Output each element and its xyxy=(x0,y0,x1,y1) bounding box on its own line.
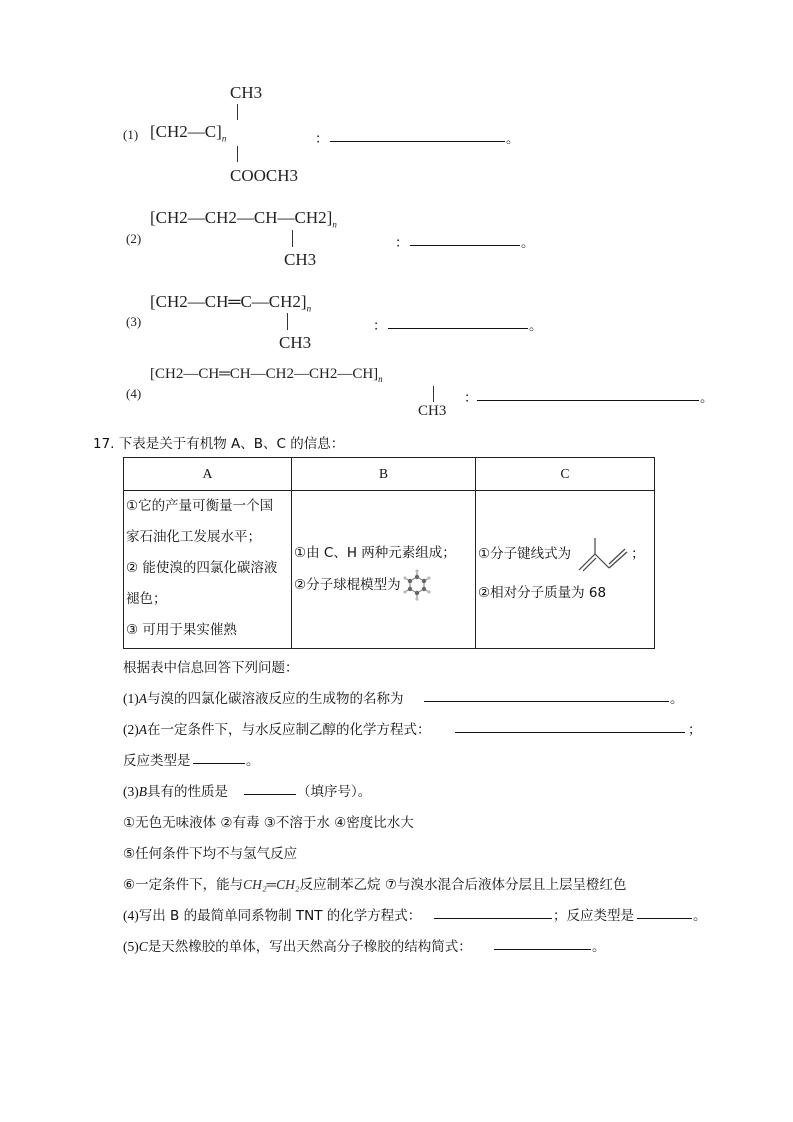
p4-bond xyxy=(433,386,434,402)
c-line-2: ②相对分子质量为 68 xyxy=(478,585,607,601)
p1-bond-top xyxy=(237,104,238,120)
table-cell-a xyxy=(124,491,292,649)
p1-answer-blank[interactable] xyxy=(330,141,505,142)
a-line-3: ② 能使溴的四氯化碳溶液 xyxy=(126,560,278,576)
b-line-1: ①由 C、H 两种元素组成； xyxy=(294,545,456,561)
table-cell-c xyxy=(476,491,655,649)
p2-end: 。 xyxy=(521,235,535,251)
table-cell-b xyxy=(292,491,476,649)
p1-colon: ： xyxy=(315,131,329,147)
p2-formula-group: $[CH2—CH2—CH—CH2]_n$ xyxy=(150,208,337,230)
p1-formula-group: $[CH2—C]_n$ xyxy=(150,122,227,144)
p2-answer-blank[interactable] xyxy=(410,245,520,246)
ethylene-formula: CH₂═CH₂ xyxy=(243,877,300,892)
p1-formula: CH2—C xyxy=(155,122,217,141)
sub1-end: 。 xyxy=(670,691,684,707)
p1-bottom-sub: COOCH3 xyxy=(230,166,299,185)
p4-end: 。 xyxy=(700,390,714,406)
p3-bottom-sub: CH3 xyxy=(279,333,312,352)
sub1-answer-blank[interactable] xyxy=(424,701,669,702)
table-header-b: B xyxy=(292,458,476,491)
p4-answer-blank[interactable] xyxy=(477,400,699,401)
a-line-2: 家石油化工发展水平； xyxy=(126,529,261,545)
sub3-answer-blank[interactable] xyxy=(244,794,296,795)
p4-bottom-sub: CH3 xyxy=(418,403,447,419)
p1-bond-bottom xyxy=(237,146,238,162)
p4-number: (4) xyxy=(126,386,142,401)
p1-end: 。 xyxy=(506,131,520,147)
sub4-equation-blank[interactable] xyxy=(434,918,552,919)
sub4-line: (4)写出 B 的最简单同系物制 TNT 的化学方程式： xyxy=(123,908,422,924)
b-line-2 xyxy=(292,569,475,601)
options-line-3: ⑥一定条件下，能与CH₂═CH₂反应制苯乙烷 ⑦与溴水混合后液体分层且上层呈橙红色 xyxy=(123,877,627,893)
a-line-1: ①它的产量可衡量一个国 xyxy=(126,498,274,514)
c-line-1-end: ； xyxy=(631,545,645,562)
a-line-5: ③ 可用于果实催熟 xyxy=(126,622,237,638)
p2-formula: CH2—CH2—CH—CH2 xyxy=(155,208,327,227)
sub5-end: 。 xyxy=(592,939,606,955)
p2-colon: ： xyxy=(395,235,409,251)
p3-end: 。 xyxy=(529,318,543,334)
sub4-mid: ；反应类型是 xyxy=(553,908,634,924)
p4-formula-group: $[CH2—CH═CH—CH2—CH2—CH]_n$ xyxy=(150,366,383,384)
sub4-type-blank[interactable] xyxy=(637,918,692,919)
p4-colon: ： xyxy=(464,390,478,406)
options-line-1: ①无色无味液体 ②有毒 ③不溶于水 ④密度比水大 xyxy=(123,815,414,831)
sub2-line2-end: 。 xyxy=(246,753,260,769)
sub5-line: (5)C是天然橡胶的单体，写出天然高分子橡胶的结构简式： xyxy=(123,939,472,955)
sub1-line: (1)A与溴的四氯化碳溶液反应的生成物的名称为 xyxy=(123,691,404,707)
a-line-4: 褪色； xyxy=(126,591,167,607)
sub2-line: (2)A在一定条件下，与水反应制乙醇的化学方程式： xyxy=(123,722,431,738)
p2-bond xyxy=(292,230,293,247)
p2-number: (2) xyxy=(126,231,142,246)
p3-number: (3) xyxy=(126,314,142,329)
isoprene-skeletal-icon xyxy=(575,534,631,574)
p3-bond xyxy=(287,313,288,330)
p3-formula-group: $[CH2—CH═C—CH2]_n$ xyxy=(150,292,312,314)
p1-number: (1) xyxy=(123,127,139,142)
benzene-ball-stick-icon xyxy=(401,569,433,601)
p1-top-sub: CH3 xyxy=(230,83,263,102)
q17-intro: 根据表中信息回答下列问题： xyxy=(123,660,299,676)
sub5-answer-blank[interactable] xyxy=(494,949,591,950)
sub4-end: 。 xyxy=(693,908,707,924)
sub2-end: ； xyxy=(688,722,702,738)
sub2-type-blank[interactable] xyxy=(193,763,245,764)
c-line-1-text: ①分子键线式为 xyxy=(478,545,572,562)
q17-stem: 17. 下表是关于有机物 A、B、C 的信息： xyxy=(93,436,345,452)
sub3-line: (3)B具有的性质是 xyxy=(123,784,228,800)
p1-bracket-open: [ xyxy=(150,122,156,141)
sub2-equation-blank[interactable] xyxy=(455,732,685,733)
p2-bottom-sub: CH3 xyxy=(284,250,317,269)
sub2-line2: 反应类型是 xyxy=(123,753,191,769)
table-header-c: C xyxy=(476,458,655,491)
p1-bracket-close: ] xyxy=(216,122,222,141)
info-table xyxy=(123,457,655,649)
sub3-paren: （填序号）。 xyxy=(297,784,372,800)
p3-answer-blank[interactable] xyxy=(388,328,528,329)
c-line-1 xyxy=(476,530,654,578)
table-header-a: A xyxy=(124,458,292,491)
b-line-2-text: ②分子球棍模型为 xyxy=(294,576,401,593)
p4-formula: CH2—CH═CH—CH2—CH2—CH xyxy=(155,366,374,382)
options-line-2: ⑤任何条件下均不与氢气反应 xyxy=(123,846,298,862)
p3-colon: ： xyxy=(373,318,387,334)
p3-formula: CH2—CH═C—CH2 xyxy=(155,292,301,311)
